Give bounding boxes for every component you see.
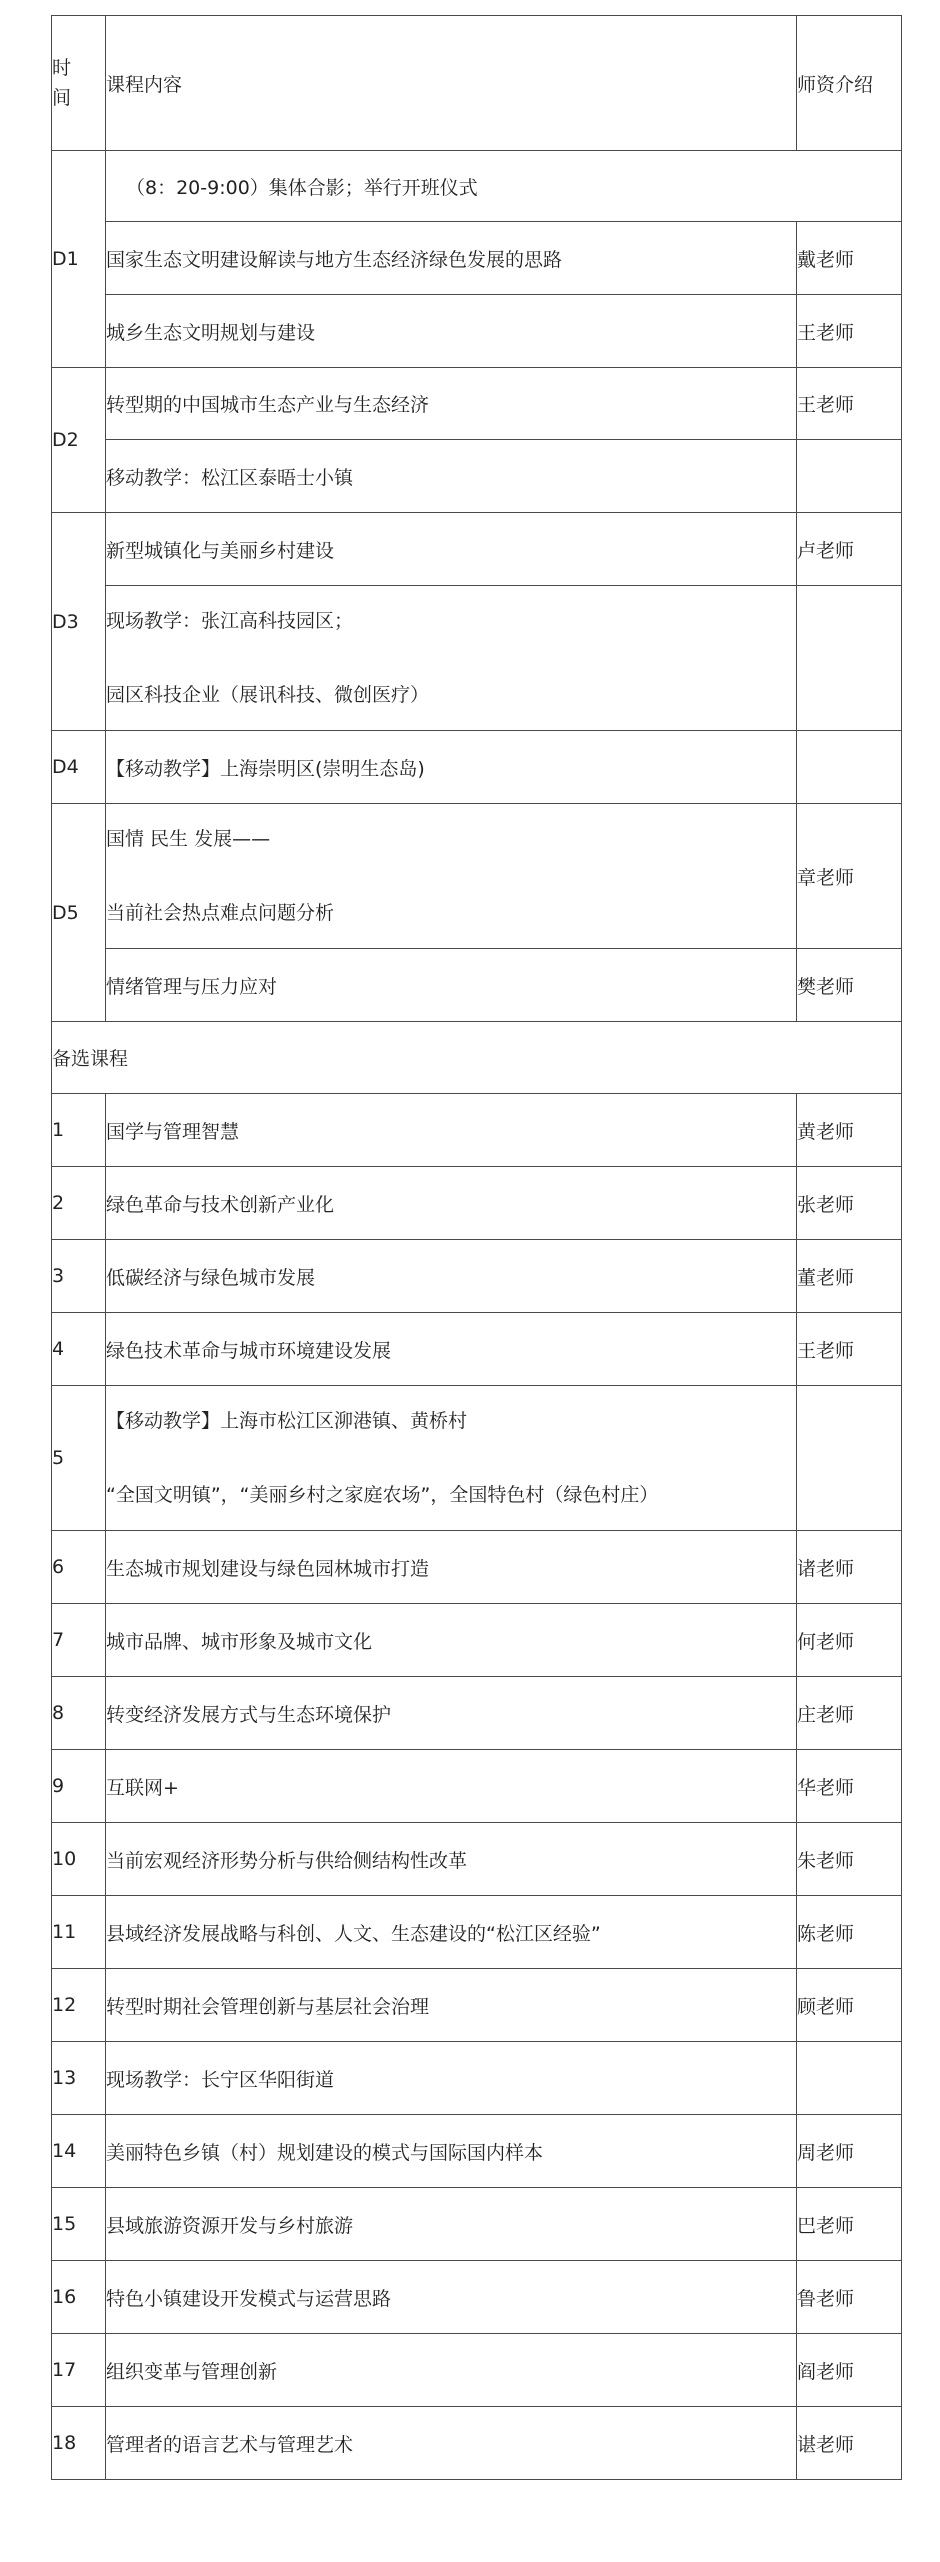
course-number: 1	[52, 1094, 106, 1167]
course-content: 管理者的语言艺术与管理艺术	[106, 2407, 797, 2480]
schedule-row	[52, 295, 902, 368]
teacher-name	[797, 586, 902, 731]
schedule-row	[52, 949, 902, 1022]
teacher-name: 朱老师	[797, 1823, 902, 1896]
course-content: 绿色革命与技术创新产业化	[106, 1167, 797, 1240]
schedule-row	[52, 440, 902, 513]
course-content: 转变经济发展方式与生态环境保护	[106, 1677, 797, 1750]
optional-course-row	[52, 1896, 902, 1969]
optional-course-row	[52, 2261, 902, 2334]
course-content	[106, 586, 797, 731]
course-content: 城市品牌、城市形象及城市文化	[106, 1604, 797, 1677]
course-number: 11	[52, 1896, 106, 1969]
teacher-name: 谌老师	[797, 2407, 902, 2480]
course-content	[106, 804, 797, 949]
day-label: D3	[52, 513, 106, 731]
optional-course-row	[52, 1094, 902, 1167]
teacher-name: 周老师	[797, 2115, 902, 2188]
schedule-row	[52, 151, 902, 222]
course-number: 12	[52, 1969, 106, 2042]
course-schedule-table	[51, 15, 902, 2480]
course-content: 国学与管理智慧	[106, 1094, 797, 1167]
teacher-name: 樊老师	[797, 949, 902, 1022]
course-number: 10	[52, 1823, 106, 1896]
course-number: 4	[52, 1313, 106, 1386]
teacher-name	[797, 440, 902, 513]
course-number: 6	[52, 1531, 106, 1604]
course-content: 国家生态文明建设解读与地方生态经济绿色发展的思路	[106, 222, 797, 295]
teacher-name: 顾老师	[797, 1969, 902, 2042]
course-content-line1: 国情 民生 发展——	[106, 828, 271, 850]
teacher-name: 何老师	[797, 1604, 902, 1677]
teacher-name: 张老师	[797, 1167, 902, 1240]
optional-course-row	[52, 2188, 902, 2261]
course-content: 情绪管理与压力应对	[106, 949, 797, 1022]
optional-course-row	[52, 1823, 902, 1896]
course-content: 新型城镇化与美丽乡村建设	[106, 513, 797, 586]
schedule-row	[52, 731, 902, 804]
course-content: 城乡生态文明规划与建设	[106, 295, 797, 368]
optional-course-body	[52, 1094, 902, 2480]
course-content-line1: 现场教学：张江高科技园区；	[106, 610, 354, 632]
teacher-name: 章老师	[797, 804, 902, 949]
teacher-name	[797, 731, 902, 804]
course-content-line1: 【移动教学】上海市松江区泖港镇、黄桥村	[106, 1410, 468, 1432]
optional-course-row	[52, 2334, 902, 2407]
teacher-name: 诸老师	[797, 1531, 902, 1604]
day-label: D1	[52, 151, 106, 368]
day-label: D5	[52, 804, 106, 1022]
course-content: 移动教学：松江区泰晤士小镇	[106, 440, 797, 513]
course-number: 18	[52, 2407, 106, 2480]
optional-title: 备选课程	[52, 1022, 902, 1094]
optional-course-row	[52, 1386, 902, 1531]
optional-course-row	[52, 1167, 902, 1240]
course-content: 绿色技术革命与城市环境建设发展	[106, 1313, 797, 1386]
optional-course-row	[52, 1604, 902, 1677]
course-content: 特色小镇建设开发模式与运营思路	[106, 2261, 797, 2334]
course-schedule-body	[52, 16, 902, 1094]
course-content-line2: 园区科技企业（展讯科技、微创医疗）	[106, 684, 430, 706]
course-content: （8：20-9:00）集体合影；举行开班仪式	[106, 151, 902, 222]
teacher-name: 王老师	[797, 368, 902, 440]
course-content: 当前宏观经济形势分析与供给侧结构性改革	[106, 1823, 797, 1896]
course-content-line2: 当前社会热点难点问题分析	[106, 902, 335, 924]
optional-course-row	[52, 1750, 902, 1823]
course-number: 5	[52, 1386, 106, 1531]
course-content: 转型时期社会管理创新与基层社会治理	[106, 1969, 797, 2042]
header-row	[52, 16, 902, 151]
optional-course-row	[52, 1677, 902, 1750]
course-content: 【移动教学】上海崇明区(崇明生态岛)	[106, 731, 797, 804]
header-time-line1: 时	[52, 57, 72, 79]
course-number: 8	[52, 1677, 106, 1750]
course-number: 13	[52, 2042, 106, 2115]
day-label: D2	[52, 368, 106, 513]
optional-course-row	[52, 2115, 902, 2188]
course-number: 9	[52, 1750, 106, 1823]
optional-course-row	[52, 1969, 902, 2042]
teacher-name: 鲁老师	[797, 2261, 902, 2334]
header-time-line2: 间	[52, 87, 72, 109]
course-number: 14	[52, 2115, 106, 2188]
schedule-row	[52, 513, 902, 586]
optional-course-row	[52, 2407, 902, 2480]
day-label: D4	[52, 731, 106, 804]
schedule-row	[52, 586, 902, 731]
optional-course-row	[52, 1313, 902, 1386]
teacher-name: 庄老师	[797, 1677, 902, 1750]
teacher-name: 王老师	[797, 295, 902, 368]
schedule-row	[52, 222, 902, 295]
teacher-name	[797, 1386, 902, 1531]
course-number: 2	[52, 1167, 106, 1240]
course-content-line2: “全国文明镇”，“美丽乡村之家庭农场”，全国特色村（绿色村庄）	[106, 1484, 659, 1506]
course-content: 转型期的中国城市生态产业与生态经济	[106, 368, 797, 440]
header-teacher: 师资介绍	[797, 16, 902, 151]
schedule-row	[52, 368, 902, 440]
optional-course-row	[52, 1531, 902, 1604]
teacher-name	[797, 2042, 902, 2115]
course-content: 组织变革与管理创新	[106, 2334, 797, 2407]
optional-title-row	[52, 1022, 902, 1094]
teacher-name: 华老师	[797, 1750, 902, 1823]
teacher-name: 阎老师	[797, 2334, 902, 2407]
header-time	[52, 16, 106, 151]
course-content: 低碳经济与绿色城市发展	[106, 1240, 797, 1313]
course-number: 16	[52, 2261, 106, 2334]
teacher-name: 黄老师	[797, 1094, 902, 1167]
course-number: 3	[52, 1240, 106, 1313]
schedule-row	[52, 804, 902, 949]
teacher-name: 董老师	[797, 1240, 902, 1313]
course-content: 现场教学：长宁区华阳街道	[106, 2042, 797, 2115]
course-content: 互联网+	[106, 1750, 797, 1823]
teacher-name: 巴老师	[797, 2188, 902, 2261]
course-number: 7	[52, 1604, 106, 1677]
optional-course-row	[52, 2042, 902, 2115]
teacher-name: 陈老师	[797, 1896, 902, 1969]
course-content: 县域经济发展战略与科创、人文、生态建设的“松江区经验”	[106, 1896, 797, 1969]
teacher-name: 王老师	[797, 1313, 902, 1386]
course-content: 美丽特色乡镇（村）规划建设的模式与国际国内样本	[106, 2115, 797, 2188]
course-content	[106, 1386, 797, 1531]
teacher-name: 卢老师	[797, 513, 902, 586]
header-content: 课程内容	[106, 16, 797, 151]
teacher-name: 戴老师	[797, 222, 902, 295]
course-number: 15	[52, 2188, 106, 2261]
course-number: 17	[52, 2334, 106, 2407]
course-content: 县域旅游资源开发与乡村旅游	[106, 2188, 797, 2261]
course-content: 生态城市规划建设与绿色园林城市打造	[106, 1531, 797, 1604]
optional-course-row	[52, 1240, 902, 1313]
